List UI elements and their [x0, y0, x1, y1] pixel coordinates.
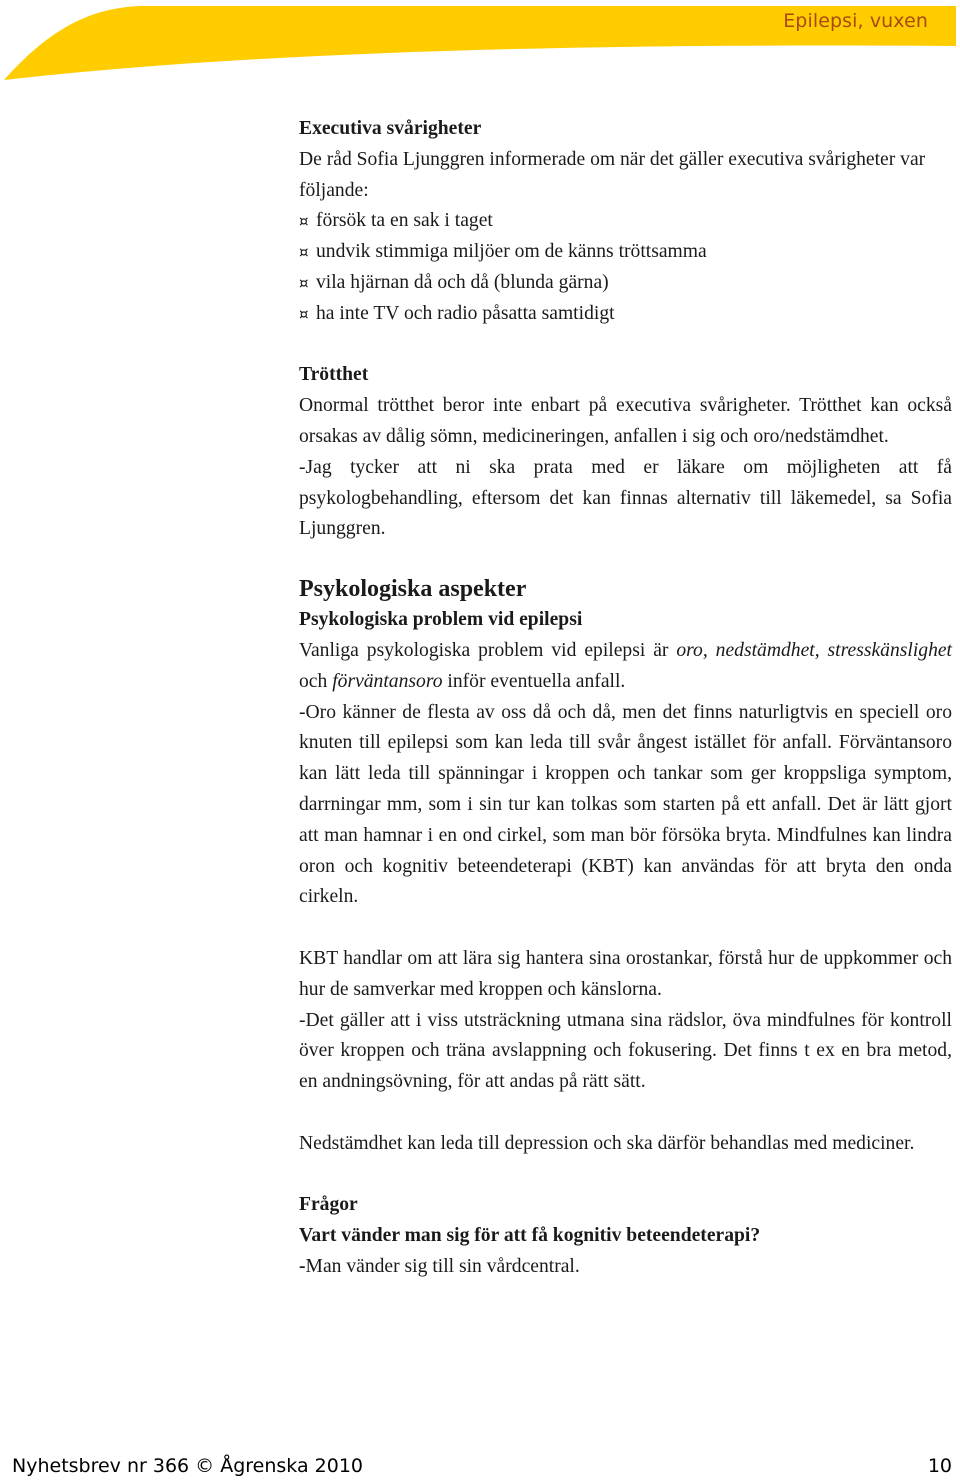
list-item [299, 299, 952, 330]
executiva-bullet-list [299, 206, 952, 329]
psyk-p1-emphasis-2: förväntansoro [332, 670, 443, 692]
heading-fragor: Frågor [299, 1194, 358, 1216]
psyk-p1-mid: och [299, 670, 333, 692]
psyk-p1-start: Vanliga psykologiska problem vid epilepsi är [299, 639, 677, 661]
subheading-psykologiska-problem: Psykologiska problem vid epilepsi [299, 609, 583, 631]
article-body [299, 114, 952, 1283]
bullet-icon: ¤ [299, 243, 309, 262]
psyk-paragraph-1 [299, 636, 952, 698]
list-item-text: vila hjärnan då och då (blunda gärna) [316, 271, 609, 293]
list-item [299, 268, 952, 299]
psyk-p1-emphasis-1: oro, nedstämdhet, stresskänslighet [676, 639, 953, 661]
spacer [299, 913, 952, 944]
spacer [299, 545, 952, 573]
list-item-text: undvik stimmiga miljöer om de känns tröttsamma [316, 241, 707, 263]
trotthet-paragraph-1: Onormal trötthet beror inte enbart på executiva svårigheter. Trötthet kan också orsakas av dålig sömn, medicineringen, anfallen i sig och oro/nedstämdhet. [299, 395, 952, 447]
psyk-paragraph-4: -Det gäller att i viss utsträckning utmana sina rädslor, öva mindfulnes för kontroll över kroppen och träna avslappning och fokusering. Det finns t ex en bra metod, en andningsövning, för att andas på rätt sätt. [299, 1009, 952, 1093]
fragor-answer-dash: - [299, 1255, 306, 1277]
psyk-paragraph-3: KBT handlar om att lära sig hantera sina orostankar, förstå hur de uppkommer och hur de samverkar med kroppen och känslorna. [299, 947, 952, 1000]
page-footer [8, 1455, 952, 1483]
spacer [299, 1098, 952, 1129]
executiva-intro: De råd Sofia Ljunggren informerade om när det gäller executiva svårigheter var följande: [299, 148, 926, 201]
list-item [299, 237, 952, 268]
page-number: 10 [927, 1455, 952, 1477]
heading-trotthet: Trötthet [299, 364, 369, 386]
bullet-icon: ¤ [299, 273, 309, 292]
heading-executiva: Executiva svårigheter [299, 118, 482, 139]
fragor-answer-text: Man vänder sig till sin vårdcentral. [305, 1255, 580, 1277]
psyk-paragraph-5: Nedstämdhet kan leda till depression och ska därför behandlas med mediciner. [299, 1132, 915, 1154]
trotthet-paragraph-2: -Jag tycker att ni ska prata med er läkare om möjligheten att få psykologbehandling, eftersom det kan finnas alternativ till läkemedel, sa Sofia Ljunggren. [299, 456, 952, 540]
psyk-paragraph-2: -Oro känner de flesta av oss då och då, men det finns naturligtvis en speciell oro knuten till epilepsi som kan leda till svår ångest istället för anfall. Förväntansoro kan lätt leda till spänningar i kroppen och tankar som ger kroppsliga symptom, darrningar mm, som i sin tur kan tolkas som starten på ett anfall. Det är lätt gjort att man hamnar i en ond cirkel, som man bör försöka bryta. Mindfulnes kan lindra oron och kognitiv beteendeterapi (KBT) kan användas för att bryta den onda cirkeln. [299, 701, 952, 908]
list-item-text: ha inte TV och radio påsatta samtidigt [316, 302, 615, 324]
psyk-p1-end: inför eventuella anfall. [442, 670, 626, 692]
footer-publication: Nyhetsbrev nr 366 © Ågrenska 2010 [12, 1455, 363, 1477]
heading-psykologiska-aspekter: Psykologiska aspekter [299, 576, 527, 603]
bullet-icon: ¤ [299, 212, 309, 231]
list-item-text: försök ta en sak i taget [316, 210, 493, 232]
spacer [299, 1160, 952, 1191]
header-title: Epilepsi, vuxen [783, 10, 928, 32]
header-band [0, 0, 960, 84]
fragor-answer [299, 1252, 952, 1283]
fragor-question: Vart vänder man sig för att få kognitiv beteendeterapi? [299, 1225, 761, 1247]
bullet-icon: ¤ [299, 304, 309, 323]
spacer [299, 330, 952, 361]
list-item [299, 206, 952, 237]
